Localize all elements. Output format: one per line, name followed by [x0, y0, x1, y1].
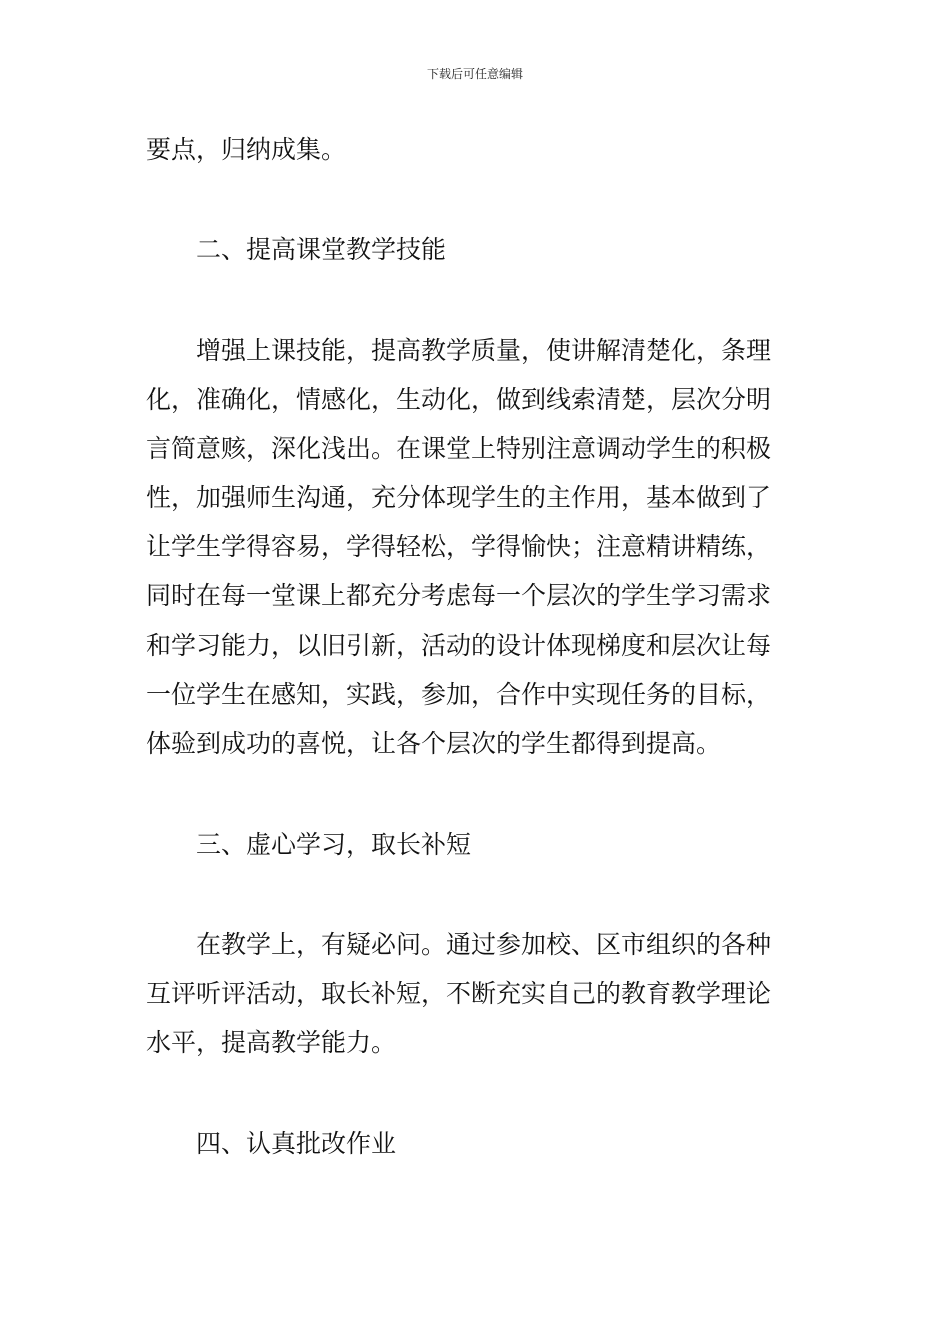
paragraph-line: 和学习能力，以旧引新，活动的设计体现梯度和层次让每: [146, 631, 772, 660]
paragraph-line: 一位学生在感知，实践，参加，合作中实现任务的目标，: [146, 680, 772, 709]
paragraph-line: 在教学上，有疑必问。通过参加校、区市组织的各种: [196, 930, 772, 959]
section-heading-3: 三、虚心学习，取长补短: [196, 830, 472, 859]
paragraph-line: 化，准确化，情感化，生动化，做到线索清楚，层次分明: [146, 385, 772, 414]
section-heading-2: 二、提高课堂教学技能: [196, 235, 447, 264]
paragraph-line: 增强上课技能，提高教学质量，使讲解清楚化，条理: [196, 336, 772, 365]
paragraph-line: 言简意赅，深化浅出。在课堂上特别注意调动学生的积极: [146, 434, 772, 463]
paragraph-line: 性，加强师生沟通，充分体现学生的主作用，基本做到了: [146, 483, 772, 512]
paragraph-line: 互评听评活动，取长补短，不断充实自己的教育教学理论: [146, 979, 772, 1008]
paragraph-line: 让学生学得容易，学得轻松，学得愉快；注意精讲精练，: [146, 532, 772, 561]
paragraph-line: 要点，归纳成集。: [146, 135, 347, 164]
page-header-note: 下载后可任意编辑: [426, 67, 523, 81]
paragraph-line: 水平，提高教学能力。: [146, 1028, 397, 1057]
paragraph-line: 体验到成功的喜悦，让各个层次的学生都得到提高。: [146, 729, 722, 758]
paragraph-line: 同时在每一堂课上都充分考虑每一个层次的学生学习需求: [146, 581, 772, 610]
section-heading-4: 四、认真批改作业: [196, 1129, 397, 1158]
